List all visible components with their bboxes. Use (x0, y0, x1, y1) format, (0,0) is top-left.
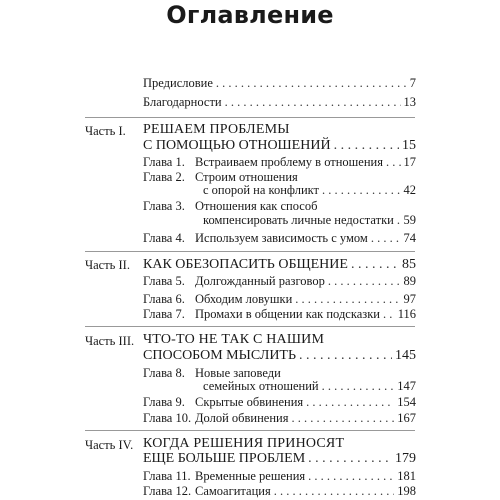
leader-dots (306, 395, 394, 410)
toc-page-number: 167 (397, 411, 416, 425)
chapter-number: Глава 6. (143, 292, 185, 306)
toc-chapter-entry[interactable] (195, 411, 416, 426)
toc-page-number: 15 (402, 138, 416, 153)
toc-part-title[interactable] (143, 348, 416, 363)
chapter-title-line: компенсировать личные недостатки (203, 213, 394, 227)
toc-part-title[interactable] (143, 451, 416, 466)
leader-dots (371, 231, 401, 246)
chapter-number: Глава 3. (143, 199, 185, 213)
leader-dots (291, 411, 394, 426)
leader-dots (322, 379, 395, 394)
chapter-number: Глава 5. (143, 274, 185, 288)
toc-page-number: 85 (402, 257, 416, 272)
chapter-number: Глава 11. (143, 469, 191, 483)
toc-entry-label: Предисловие (143, 76, 213, 90)
leader-dots (295, 292, 400, 307)
toc-chapter-entry[interactable] (195, 484, 416, 499)
toc-page-number: 181 (397, 469, 416, 483)
toc-page-number: 147 (397, 379, 416, 393)
chapter-title: Промахи в общении как подсказки (195, 307, 380, 321)
chapter-number: Глава 1. (143, 155, 185, 169)
toc-part-title[interactable] (143, 257, 416, 272)
toc-page-number: 145 (395, 348, 416, 363)
toc-page-number: 97 (403, 292, 416, 306)
toc-chapter-entry[interactable] (195, 395, 416, 410)
chapter-title-line: Новые заповеди (195, 366, 281, 380)
part-label: Часть IV. (85, 438, 134, 452)
chapter-title: Обходим ловушки (195, 292, 293, 306)
chapter-number: Глава 10. (143, 411, 192, 425)
chapter-title: Встраиваем проблему в отношения (195, 155, 383, 169)
toc-entry-preface[interactable] (143, 76, 416, 91)
toc-page-number: 198 (397, 484, 416, 498)
chapter-title-line: Строим отношения (195, 170, 298, 184)
part-label: Часть III. (85, 334, 135, 348)
chapter-number: Глава 9. (143, 395, 185, 409)
toc-chapter-entry[interactable] (195, 292, 416, 307)
section-divider (85, 326, 415, 327)
toc-chapter-entry[interactable] (195, 231, 416, 246)
toc-chapter-entry[interactable] (195, 274, 416, 289)
part-label: Часть I. (85, 124, 126, 138)
toc-chapter-entry[interactable] (195, 469, 416, 484)
toc-page-number: 74 (403, 231, 416, 245)
section-divider (85, 117, 415, 118)
chapter-title: Временные решения (195, 469, 306, 483)
leader-dots (328, 274, 401, 289)
leader-dots (351, 257, 399, 272)
page-title: Оглавление (166, 1, 334, 29)
part-title-line: СПОСОБОМ МЫСЛИТЬ (143, 348, 297, 363)
chapter-title: Скрытые обвинения (195, 395, 304, 409)
part-label: Часть II. (85, 258, 130, 272)
toc-page-number: 13 (403, 95, 416, 109)
toc-part-title[interactable] (143, 138, 416, 153)
toc-entry-label: Благодарности (143, 95, 222, 109)
toc-chapter-entry[interactable] (195, 379, 416, 394)
toc-page-number: 89 (403, 274, 416, 288)
chapter-title: Самоагитация (195, 484, 271, 498)
toc-page-number: 154 (397, 395, 416, 409)
chapter-title: Используем зависимость с умом (195, 231, 368, 245)
leader-dots (308, 469, 394, 484)
leader-dots (308, 451, 392, 466)
chapter-title-line: семейных отношений (203, 379, 319, 393)
leader-dots (397, 213, 401, 228)
toc-page-number: 116 (397, 307, 416, 321)
toc-entry-acknowledgements[interactable] (143, 95, 416, 110)
chapter-number: Глава 7. (143, 307, 185, 321)
section-divider (85, 430, 415, 431)
leader-dots (274, 484, 395, 499)
part-title-line: КОГДА РЕШЕНИЯ ПРИНОСЯТ (143, 436, 345, 451)
leader-dots (334, 138, 399, 153)
chapter-number: Глава 12. (143, 484, 192, 498)
leader-dots (216, 76, 407, 91)
part-title-line: РЕШАЕМ ПРОБЛЕМЫ (143, 122, 290, 137)
toc-page-number: 17 (403, 155, 416, 169)
toc-page-number: 59 (403, 213, 416, 227)
leader-dots (386, 155, 401, 170)
toc-chapter-entry[interactable] (195, 155, 416, 170)
leader-dots (322, 183, 400, 198)
chapter-number: Глава 8. (143, 366, 185, 380)
toc-page-number: 179 (395, 451, 416, 466)
part-title-line: ЧТО-ТО НЕ ТАК С НАШИМ (143, 332, 325, 347)
chapter-number: Глава 2. (143, 170, 185, 184)
toc-chapter-entry[interactable] (195, 213, 416, 228)
chapter-number: Глава 4. (143, 231, 185, 245)
toc-chapter-entry[interactable] (195, 307, 416, 322)
section-divider (85, 251, 415, 252)
toc-chapter-entry[interactable] (195, 183, 416, 198)
toc-page-number: 42 (403, 183, 416, 197)
toc-page-number: 7 (409, 76, 416, 90)
chapter-title-line: Отношения как способ (195, 199, 318, 213)
chapter-title: Долгожданный разговор (195, 274, 325, 288)
part-title-line: КАК ОБЕЗОПАСИТЬ ОБЩЕНИЕ (143, 257, 348, 272)
part-title-line: ЕЩЕ БОЛЬШЕ ПРОБЛЕМ (143, 451, 306, 466)
chapter-title-line: с опорой на конфликт (203, 183, 320, 197)
leader-dots (225, 95, 401, 110)
chapter-title: Долой обвинения (195, 411, 289, 425)
leader-dots (383, 307, 395, 322)
part-title-line: С ПОМОЩЬЮ ОТНОШЕНИЙ (143, 138, 331, 153)
leader-dots (299, 348, 392, 363)
